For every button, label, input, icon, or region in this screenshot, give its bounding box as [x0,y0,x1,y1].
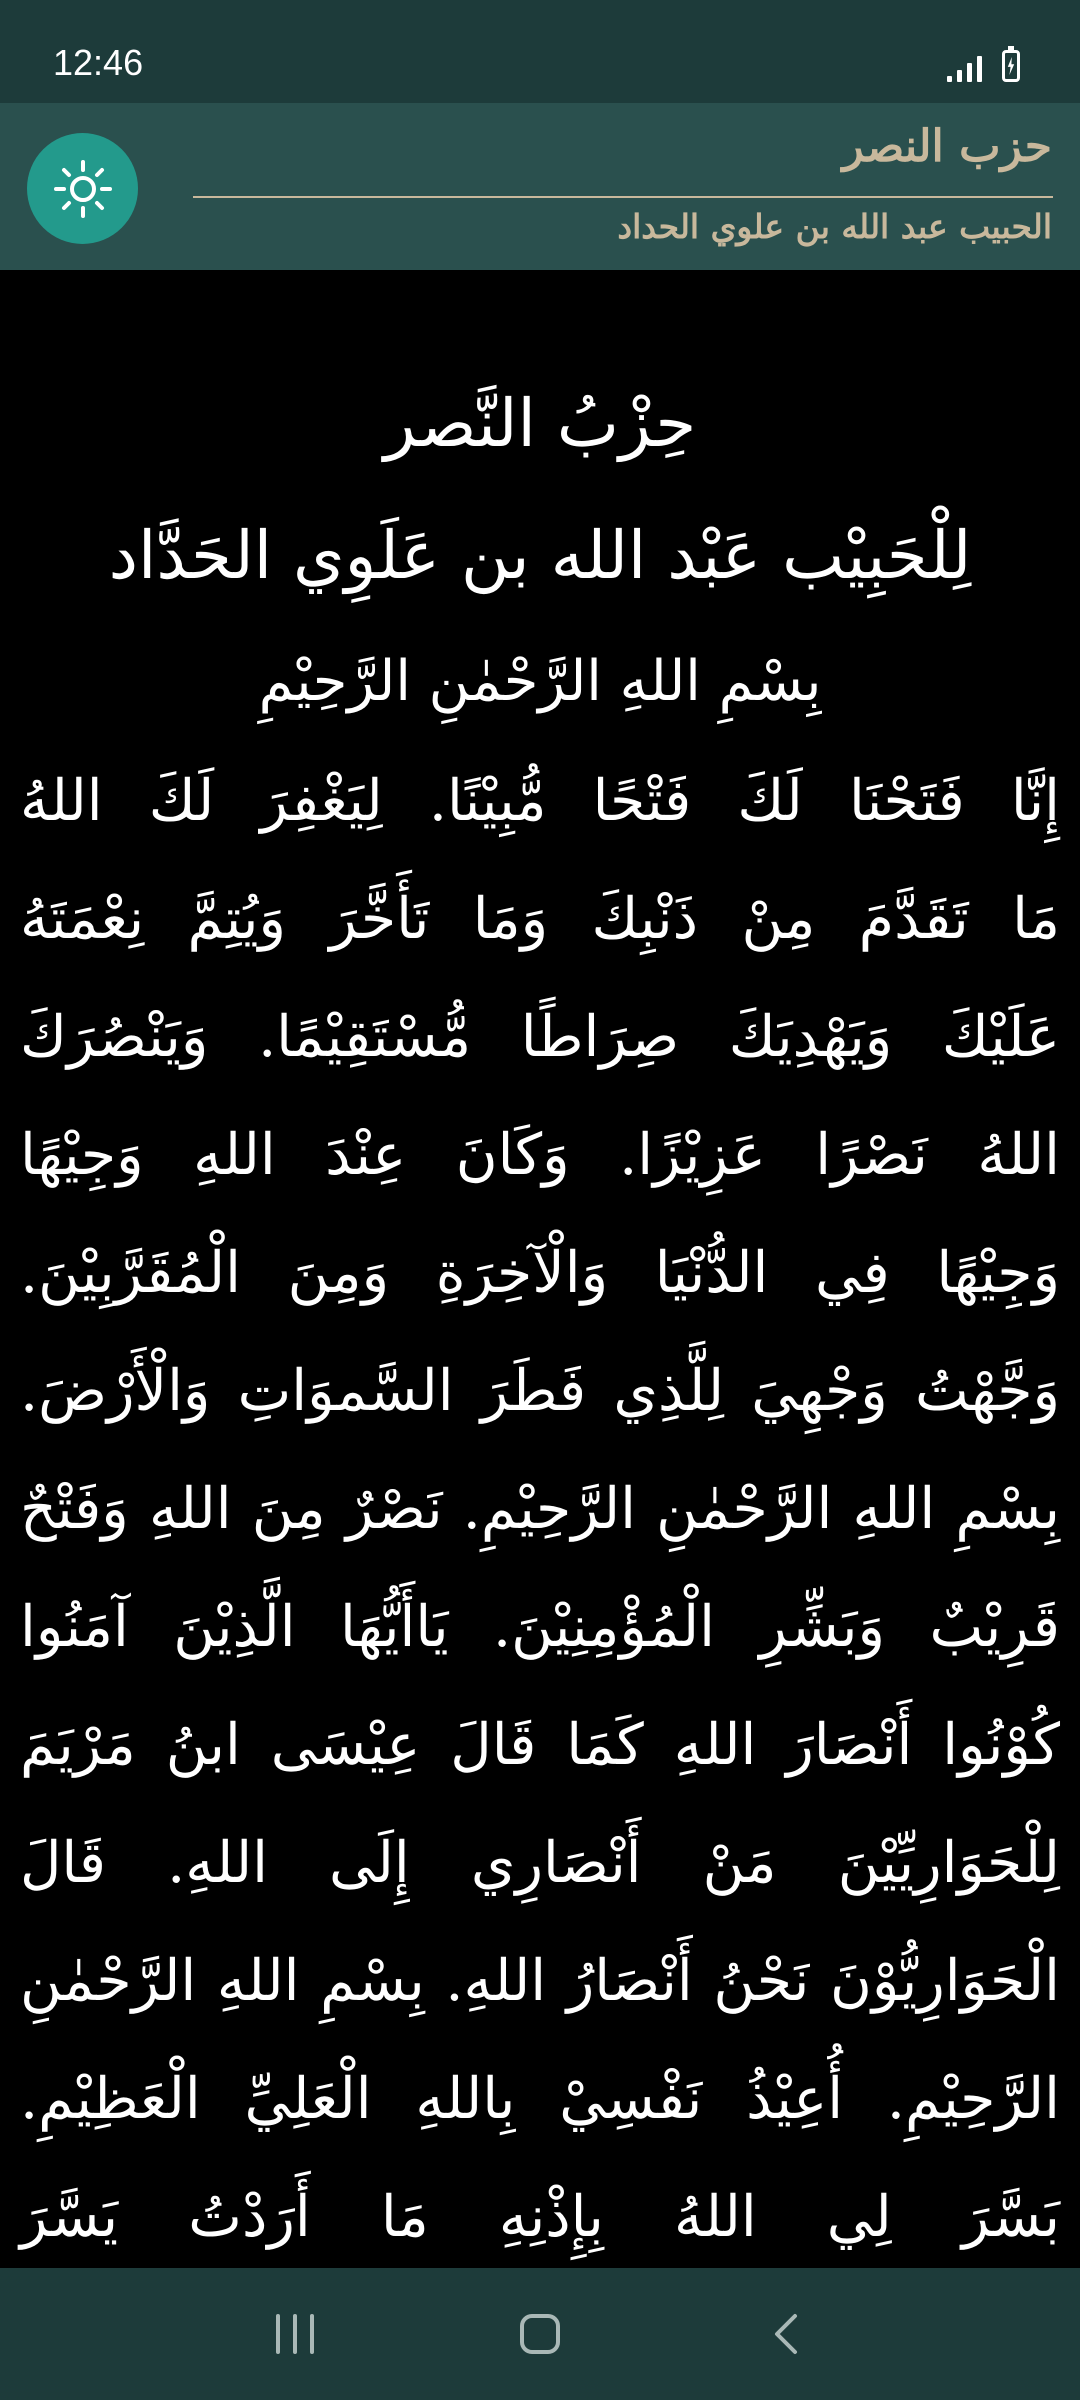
page-title: حزب النصر [842,121,1052,172]
text-line: الرَّحِيْمِ. أُعِيْذُ نَفْسِيْ بِاللهِ الْعَلِيِّ الْعَظِيْمِ. [20,2066,1060,2132]
page-subtitle: الحبيب عبد الله بن علوي الحداد [617,207,1052,246]
text-line: مَا تَقَدَّمَ مِنْ ذَنْبِكَ وَمَا تَأَخَّرَ وَيُتِمَّ نِعْمَتَهُ [20,886,1060,952]
back-icon [765,2312,809,2356]
text-line: قَرِيْبٌ وَبَشِّرِ الْمُؤْمِنِيْنَ. يَاأَيُّهَا الَّذِيْنَ آمَنُوا [20,1594,1060,1660]
header-divider [193,196,1053,198]
body-text [20,742,1060,2268]
document-title-line-2: لِلْحَبِيْب عَبْد الله بن عَلَوِي الحَدَّاد [108,517,972,594]
text-line: وَجَّهْتُ وَجْهِيَ لِلَّذِي فَطَرَ السَّموَاتِ وَالْأَرْضَ. [20,1358,1060,1424]
navigation-bar [0,2268,1080,2400]
text-line: وَجِيْهًا فِي الدُّنْيَا وَالْآخِرَةِ وَمِنَ الْمُقَرَّبِيْنَ. [20,1240,1060,1306]
text-line: إِنَّا فَتَحْنَا لَكَ فَتْحًا مُّبِيْنًا. لِيَغْفِرَ لَكَ اللهُ [20,768,1060,834]
content-scroll[interactable] [0,270,1080,2268]
text-line: عَلَيْكَ وَيَهْدِيَكَ صِرَاطًا مُّسْتَقِيْمًا. وَيَنْصُرَكَ [20,1004,1060,1070]
recents-icon [270,2312,320,2356]
battery-icon [1002,50,1020,82]
document-title [20,358,1060,622]
sun-icon [53,159,113,219]
status-icons [947,46,1020,82]
text-line: بِسْمِ اللهِ الرَّحْمٰنِ الرَّحِيْمِ. نَصْرٌ مِنَ اللهِ وَفَتْحٌ [20,1476,1060,1542]
content-text [0,270,1080,2268]
text-line: لِلْحَوَارِيِّيْنَ مَنْ أَنْصَارِي إِلَى اللهِ. قَالَ [20,1830,1060,1896]
app-header [0,103,1080,270]
text-line: كُوْنُوا أَنْصَارَ اللهِ كَمَا قَالَ عِيْسَى ابنُ مَرْيَمَ [20,1712,1060,1778]
status-time: 12:46 [53,42,144,83]
text-line: اللهُ نَصْرًا عَزِيْزًا. وَكَانَ عِنْدَ اللهِ وَجِيْهًا [20,1122,1060,1188]
basmala: بِسْمِ اللهِ الرَّحْمٰنِ الرَّحِيْمِ [258,649,822,714]
back-button[interactable] [751,2298,823,2370]
signal-icon [947,54,982,82]
home-button[interactable] [504,2298,576,2370]
text-line: الْحَوَارِيُّوْنَ نَحْنُ أَنْصَارُ اللهِ. بِسْمِ اللهِ الرَّحْمٰنِ [20,1948,1060,2014]
recents-button[interactable] [259,2298,331,2370]
text-line: بَسَّرَ لِي اللهُ بِإِذْنِهِ مَا أَرَدْتُ يَسَّرَ [20,2184,1060,2250]
status-bar [0,0,1080,103]
document-title-line-1: حِزْبُ النَّصر [383,385,697,462]
home-icon [518,2312,562,2356]
theme-toggle-button[interactable] [27,133,138,244]
